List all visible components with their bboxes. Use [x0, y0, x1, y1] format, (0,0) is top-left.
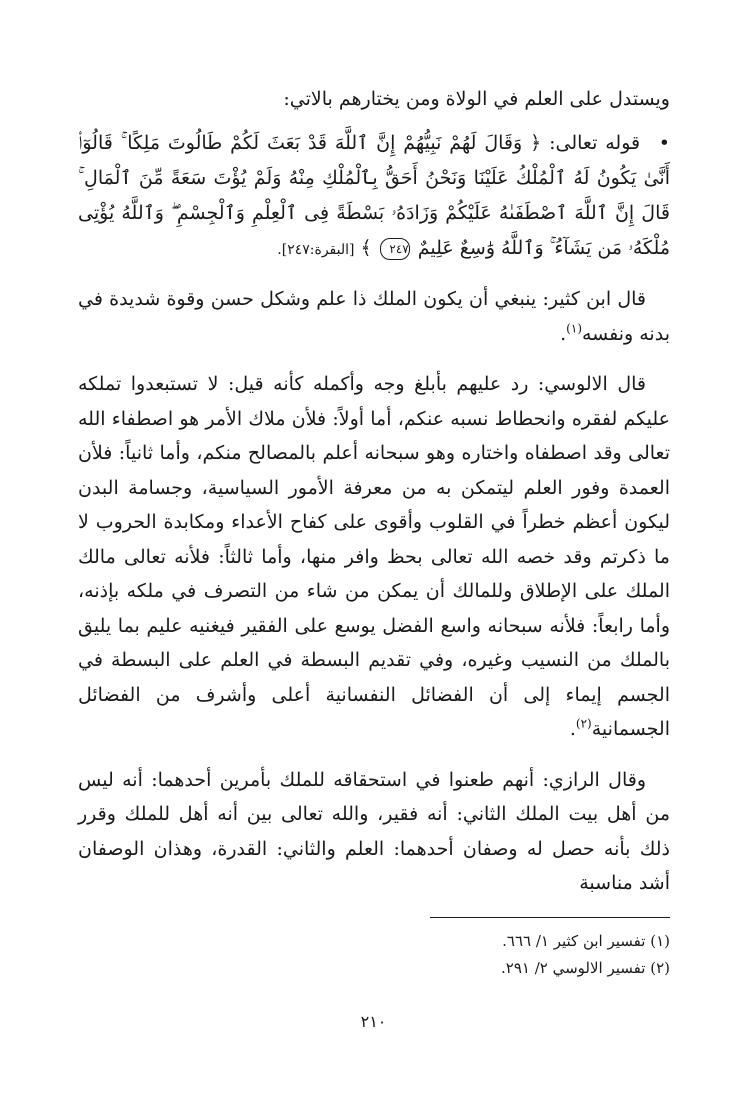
verse-number: ٢٤٧: [380, 238, 410, 260]
footnote-text: تفسير الالوسي ٢/ ٢٩١.: [500, 959, 646, 977]
paragraph-razi: [78, 763, 670, 901]
footnote-text: تفسير ابن كثير ١/ ٦٦٦.: [502, 932, 646, 950]
footnote-item: [78, 955, 670, 982]
footnote-number: (٢): [650, 959, 670, 977]
footnote-ref: (١): [566, 321, 582, 336]
paragraph-end: .: [569, 718, 576, 740]
verse-lead: قوله تعالى:: [549, 132, 641, 154]
page-number: ٢١٠: [360, 1012, 387, 1031]
footnote-number: (١): [650, 932, 670, 950]
verse-close-bracket: ﴾: [360, 237, 372, 259]
paragraph-text: قال الالوسي: رد عليهم بأبلغ وجه وأكمله كأنه قيل: لا تستبعدوا تملكه عليكم لفقره وانحطاط نسبه عنكم، أما أولاً: فلأن ملاك الأمر هو اصطفاء الله تعالى وقد اصطفاه واختاره وهو سبحانه أعلم بالمصالح منكم، وأما ثانياً: فلأن العمدة وفور العلم ليتمكن به من معرفة الأمور السياسية، وجسامة البدن ليكون أعظم خطراً في القلوب وأقوى على كفاح الأعداء ومكابدة الحروب لا ما ذكرتم وقد خصه الله تعالى بحظ وافر منها، وأما ثالثاً: فلأنه تعالى مالك الملك على الإطلاق وللمالك أن يمكن من شاء من التصرف في ملكه بإذنه، وأما رابعاً: فلأنه سبحانه واسع الفضل يوسع على الفقير فيغنيه عليم بما يليق بالملك من النسيب وغيره، وفي تقديم البسطة في العلم على البسطة في الجسم إيماء إلى أن الفضائل النفسانية أعلى وأشرف من الفضائل الجسمانية: [78, 373, 670, 740]
bullet: •: [658, 132, 670, 154]
footnote-ref: (٢): [575, 716, 592, 731]
verse-reference: [البقرة:٢٤٧].: [277, 242, 355, 258]
verse-open-bracket: ﴿: [530, 132, 542, 154]
quran-verse: وَقَالَ لَهُمْ نَبِيُّهُمْ إِنَّ ٱللَّهَ قَدْ بَعَثَ لَكُمْ طَالُوتَ مَلِكًا ۚ قَالُوٓا۟ أَنَّىٰ يَكُونُ لَهُ ٱلْمُلْكُ عَلَيْنَا وَنَحْنُ أَحَقُّ بِٱلْمُلْكِ مِنْهُ وَلَمْ يُؤْتَ سَعَةً مِّنَ ٱلْمَالِ ۚ قَالَ إِنَّ ٱللَّهَ ٱصْطَفَىٰهُ عَلَيْكُمْ وَزَادَهُۥ بَسْطَةً فِى ٱلْعِلْمِ وَٱلْجِسْمِ ۖ وَٱللَّهُ يُؤْتِى مُلْكَهُۥ مَن يَشَآءُ ۚ وَٱللَّهُ وَٰسِعٌ عَلِيمٌ: [78, 132, 670, 259]
paragraph-end: .: [560, 322, 567, 345]
footnotes: [78, 928, 670, 982]
page-body: [78, 84, 670, 917]
paragraph-alusi: [78, 367, 670, 747]
verse-block: [78, 126, 670, 268]
intro-line: ويستدل على العلم في الولاة ومن يختارهم بالاتي:: [283, 88, 670, 110]
paragraph-text: وقال الرازي: أنهم طعنوا في استحقاقه للملك بأمرين أحدهما: أنه ليس من أهل بيت الملك الثاني: أنه فقير، والله تعالى بين أنه أهل للملك وقرر ذلك بأنه حصل له وصفان أحدهما: العلم والثاني: القدرة، وهذان الوصفان أشد مناسبة: [78, 768, 670, 894]
footnote-item: [78, 928, 670, 955]
paragraph-ibn-kathir: [78, 282, 670, 351]
footnote-divider: [430, 917, 670, 918]
paragraph-text: قال ابن كثير: ينبغي أن يكون الملك ذا علم وشكل حسن وقوة شديدة في بدنه ونفسه: [78, 288, 670, 345]
